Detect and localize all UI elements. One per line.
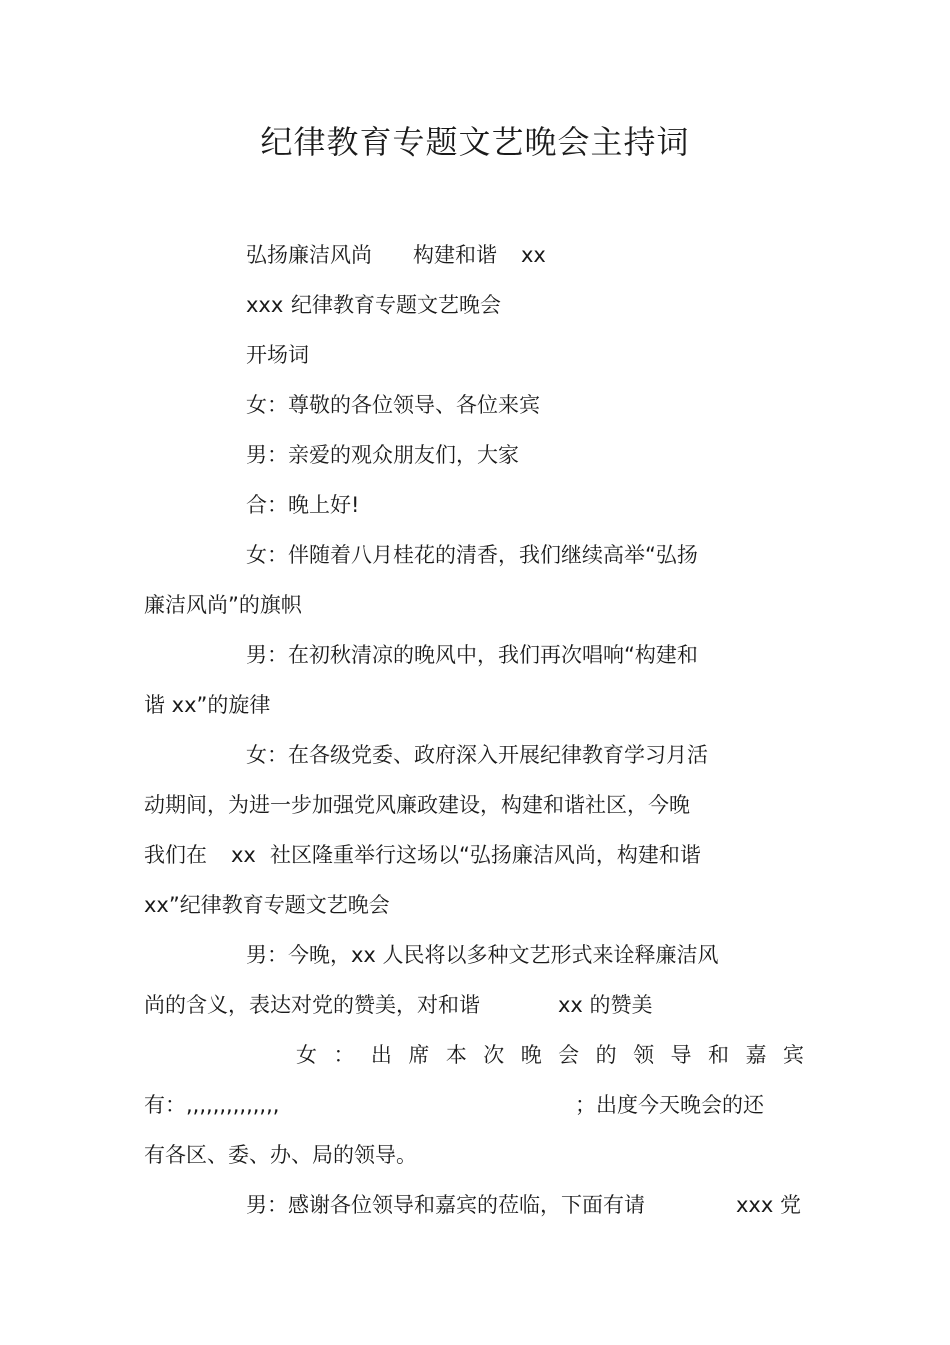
- paragraph-line-part: 男：感谢各位领导和嘉宾的莅临，下面有请: [246, 1193, 645, 1217]
- paragraph-line: 廉洁风尚”的旗帜: [144, 593, 302, 617]
- paragraph-line-part: xx 的赞美: [558, 993, 653, 1017]
- paragraph-line: 女：伴随着八月桂花的清香，我们继续高举“弘扬: [246, 543, 698, 567]
- paragraph-line-part: 有：,,,,,,,,,,,,,,: [144, 1093, 280, 1117]
- subtitle-line-part-2: 纪律教育专题文艺晚会: [291, 293, 501, 317]
- paragraph-line-part: 我们在: [144, 843, 207, 867]
- char: 和: [707, 1043, 729, 1067]
- paragraph-line: 男：亲爱的观众朋友们，大家: [246, 443, 519, 467]
- theme-line-part-2: 构建和谐: [413, 243, 497, 267]
- paragraph-line: xx”纪律教育专题文艺晚会: [144, 893, 390, 917]
- char: 宾: [782, 1043, 804, 1067]
- document-title: 纪律教育专题文艺晚会主持词: [260, 123, 690, 161]
- char: 次: [483, 1043, 505, 1067]
- char: 的: [595, 1043, 617, 1067]
- paragraph-line: 女：在各级党委、政府深入开展纪律教育学习月活: [246, 743, 708, 767]
- paragraph-line: 男：今晚，xx 人民将以多种文艺形式来诠释廉洁风: [246, 943, 719, 967]
- paragraph-line: 女：尊敬的各位领导、各位来宾: [246, 393, 540, 417]
- char: ：: [333, 1043, 355, 1067]
- char: 晚: [520, 1043, 542, 1067]
- paragraph-line: 有各区、委、办、局的领导。: [144, 1143, 417, 1167]
- paragraph-line: 谐 xx”的旋律: [144, 693, 271, 717]
- paragraph-line-part: ；出度今天晚会的还: [575, 1093, 764, 1117]
- justified-line: [296, 1040, 804, 1070]
- section-heading: 开场词: [246, 343, 309, 367]
- char: 本: [445, 1043, 467, 1067]
- paragraph-line-part: xx: [231, 843, 256, 867]
- char: 嘉: [745, 1043, 767, 1067]
- char: 领: [633, 1043, 655, 1067]
- paragraph-line: 动期间，为进一步加强党风廉政建设，构建和谐社区，今晚: [144, 793, 690, 817]
- paragraph-line-part: 尚的含义，表达对党的赞美，对和谐: [144, 993, 480, 1017]
- char: 会: [558, 1043, 580, 1067]
- theme-line-part-1: 弘扬廉洁风尚: [246, 243, 372, 267]
- char: 女: [296, 1043, 317, 1067]
- paragraph-line: 合：晚上好!: [246, 493, 360, 517]
- subtitle-line-part-1: xxx: [246, 293, 284, 317]
- paragraph-line-part: xxx 党: [736, 1193, 801, 1217]
- char: 出: [370, 1043, 392, 1067]
- paragraph-line: 男：在初秋清凉的晚风中，我们再次唱响“构建和: [246, 643, 698, 667]
- theme-line-part-3: xx: [521, 243, 546, 267]
- paragraph-line-part: 社区隆重举行这场以“弘扬廉洁风尚，构建和谐: [270, 843, 701, 867]
- char: 席: [408, 1043, 430, 1067]
- char: 导: [670, 1043, 692, 1067]
